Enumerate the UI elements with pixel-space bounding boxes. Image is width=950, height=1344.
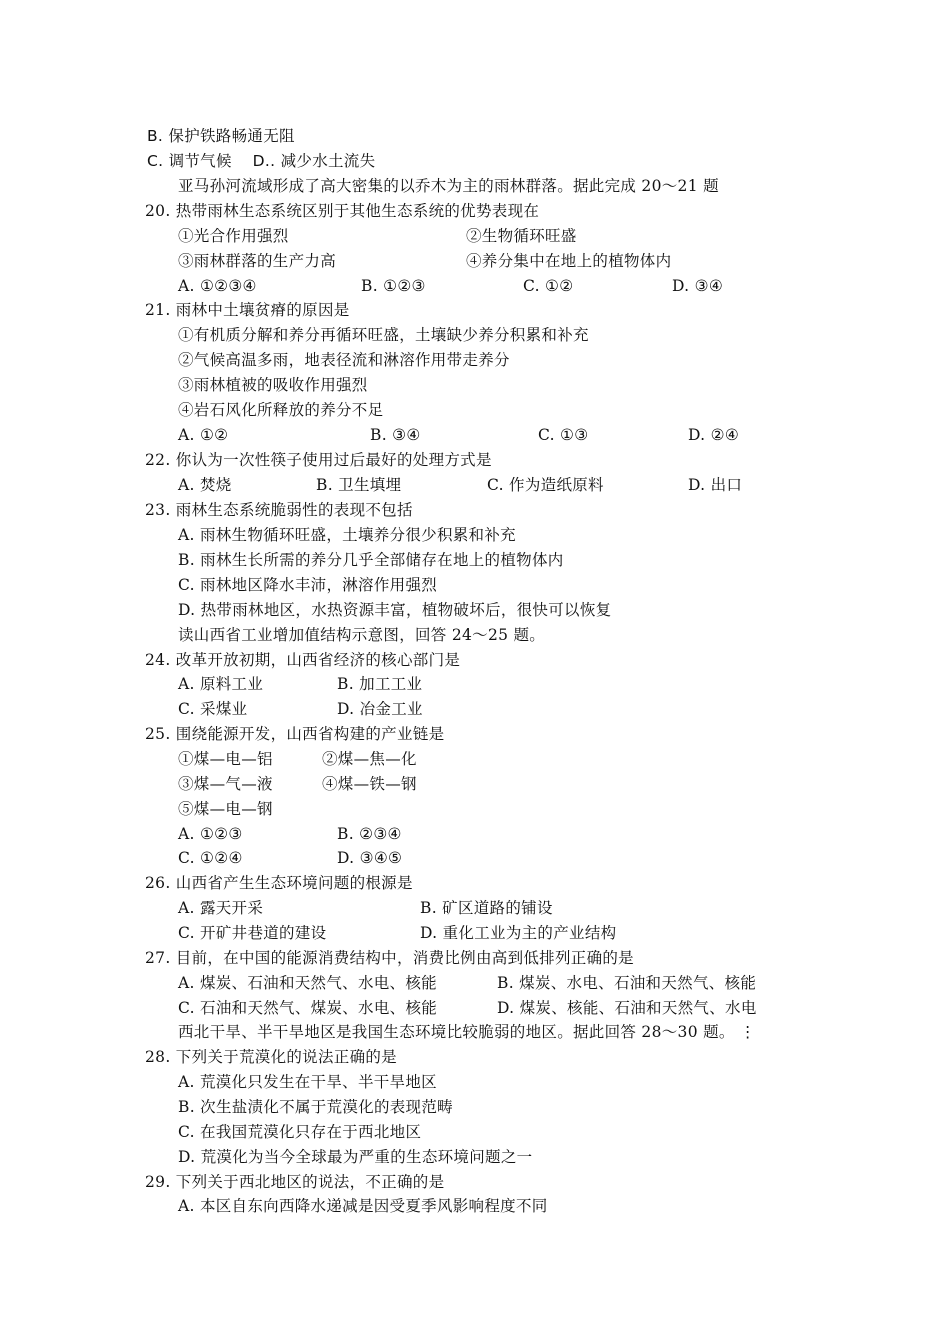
q24-option-b: B. 加工工业 xyxy=(337,675,423,693)
passage-20-21: 亚马孙河流域形成了高大密集的以乔木为主的雨林群落。据此完成 20～21 题 xyxy=(178,177,719,195)
q26-option-b: B. 矿区道路的铺设 xyxy=(420,899,553,917)
q20-option-d: D. ③④ xyxy=(672,277,724,295)
q22-option-b: B. 卫生填埋 xyxy=(316,476,402,494)
q23-option-b: B. 雨林生长所需的养分几乎全部储存在地上的植物体内 xyxy=(178,551,564,569)
q24-option-d: D. 冶金工业 xyxy=(337,700,423,718)
q27-option-c: C. 石油和天然气、煤炭、水电、核能 xyxy=(178,999,438,1017)
q25-item-2: ②煤—焦—化 xyxy=(322,750,417,768)
q25-item-4: ④煤—铁—钢 xyxy=(322,775,417,793)
q20-option-b: B. ①②③ xyxy=(361,277,426,295)
question-26: 26. 山西省产生生态环境问题的根源是 xyxy=(145,874,413,892)
question-22: 22. 你认为一次性筷子使用过后最好的处理方式是 xyxy=(145,451,492,469)
question-21: 21. 雨林中土壤贫瘠的原因是 xyxy=(145,301,350,319)
q25-option-a: A. ①②③ xyxy=(178,825,243,843)
q21-item-4: ④岩石风化所释放的养分不足 xyxy=(178,401,384,419)
q20-option-c: C. ①② xyxy=(523,277,574,295)
question-28: 28. 下列关于荒漠化的说法正确的是 xyxy=(145,1048,397,1066)
question-23: 23. 雨林生态系统脆弱性的表现不包括 xyxy=(145,501,413,519)
q21-item-2: ②气候高温多雨，地表径流和淋溶作用带走养分 xyxy=(178,351,510,369)
q21-item-3: ③雨林植被的吸收作用强烈 xyxy=(178,376,368,394)
q29-option-a: A. 本区自东向西降水递减是因受夏季风影响程度不同 xyxy=(178,1197,548,1215)
q27-option-a: A. 煤炭、石油和天然气、水电、核能 xyxy=(178,974,437,992)
q28-option-d: D. 荒漠化为当今全球最为严重的生态环境问题之一 xyxy=(178,1148,533,1166)
option-b-line: B. 保护铁路畅通无阻 xyxy=(147,127,295,145)
q20-item-1: ①光合作用强烈 xyxy=(178,227,289,245)
question-20: 20. 热带雨林生态系统区别于其他生态系统的优势表现在 xyxy=(145,202,540,220)
q24-option-a: A. 原料工业 xyxy=(178,675,264,693)
q23-option-c: C. 雨林地区降水丰沛，淋溶作用强烈 xyxy=(178,576,438,594)
question-29: 29. 下列关于西北地区的说法，不正确的是 xyxy=(145,1173,445,1191)
q21-option-c: C. ①③ xyxy=(538,426,589,444)
question-27: 27. 目前，在中国的能源消费结构中，消费比例由高到低排列正确的是 xyxy=(145,949,634,967)
q26-option-a: A. 露天开采 xyxy=(178,899,264,917)
q20-item-2: ②生物循环旺盛 xyxy=(466,227,577,245)
question-25: 25. 围绕能源开发，山西省构建的产业链是 xyxy=(145,725,445,743)
question-24: 24. 改革开放初期，山西省经济的核心部门是 xyxy=(145,651,461,669)
passage-28-30: 西北干旱、半干旱地区是我国生态环境比较脆弱的地区。据此回答 28～30 题。 ⋮ xyxy=(178,1023,756,1041)
q25-option-d: D. ③④⑤ xyxy=(337,849,403,867)
q26-option-d: D. 重化工业为主的产业结构 xyxy=(420,924,617,942)
q20-option-a: A. ①②③④ xyxy=(178,277,257,295)
passage-24-25: 读山西省工业增加值结构示意图，回答 24～25 题。 xyxy=(178,626,546,644)
q28-option-c: C. 在我国荒漠化只存在于西北地区 xyxy=(178,1123,422,1141)
q21-item-1: ①有机质分解和养分再循环旺盛，土壤缺少养分积累和补充 xyxy=(178,326,589,344)
q21-option-d: D. ②④ xyxy=(688,426,740,444)
q20-item-3: ③雨林群落的生产力高 xyxy=(178,252,337,270)
q23-option-a: A. 雨林生物循环旺盛，土壤养分很少积累和补充 xyxy=(178,526,516,544)
q25-option-b: B. ②③④ xyxy=(337,825,402,843)
q22-option-d: D. 出口 xyxy=(688,476,743,494)
q28-option-b: B. 次生盐渍化不属于荒漠化的表现范畴 xyxy=(178,1098,453,1116)
q26-option-c: C. 开矿井巷道的建设 xyxy=(178,924,327,942)
q21-option-b: B. ③④ xyxy=(370,426,421,444)
q27-option-b: B. 煤炭、水电、石油和天然气、核能 xyxy=(497,974,757,992)
q20-item-4: ④养分集中在地上的植物体内 xyxy=(466,252,672,270)
q25-item-3: ③煤—气—液 xyxy=(178,775,273,793)
q28-option-a: A. 荒漠化只发生在干旱、半干旱地区 xyxy=(178,1073,437,1091)
q25-item-5: ⑤煤—电—钢 xyxy=(178,800,273,818)
q25-option-c: C. ①②④ xyxy=(178,849,243,867)
q27-option-d: D. 煤炭、核能、石油和天然气、水电 xyxy=(497,999,757,1017)
q23-option-d: D. 热带雨林地区，水热资源丰富，植物破坏后，很快可以恢复 xyxy=(178,601,612,619)
q22-option-c: C. 作为造纸原料 xyxy=(487,476,604,494)
q24-option-c: C. 采煤业 xyxy=(178,700,248,718)
q21-option-a: A. ①② xyxy=(178,426,229,444)
option-cd-line: C. 调节气候 D.. 减少水土流失 xyxy=(147,152,376,170)
q25-item-1: ①煤—电—铝 xyxy=(178,750,273,768)
q22-option-a: A. 焚烧 xyxy=(178,476,232,494)
